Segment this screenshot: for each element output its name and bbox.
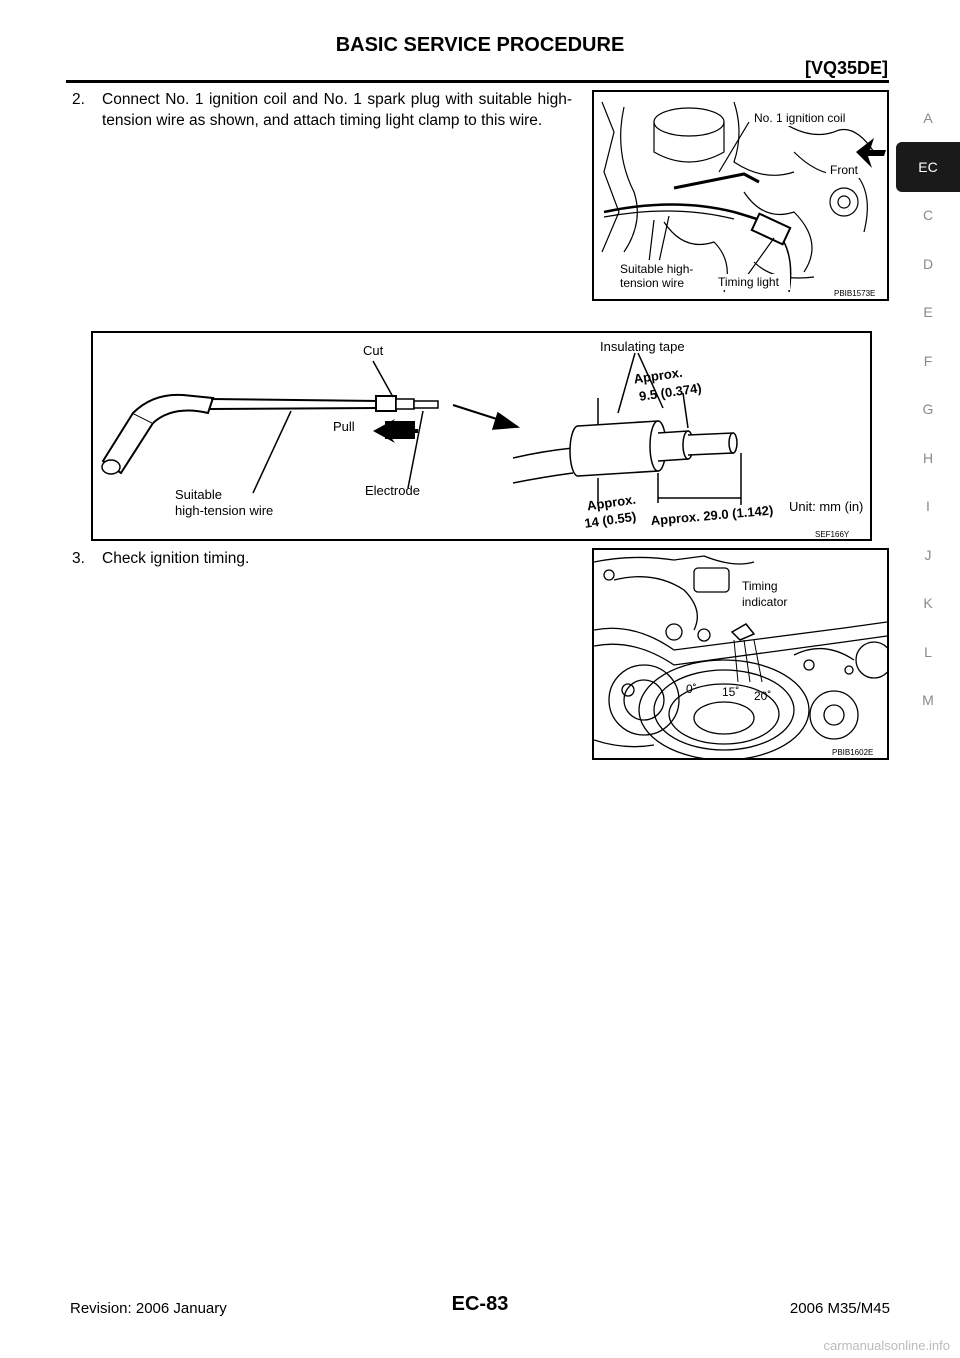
section-tab-ec[interactable]: EC (896, 142, 960, 192)
label-15-degrees: 15˚ (722, 685, 740, 699)
header-rule (66, 80, 889, 83)
step-2-text: Connect No. 1 ignition coil and No. 1 spark plug with suitable high-tension wire as shown, and attach timing light clamp to this wire. (102, 91, 572, 129)
watermark: carmanualsonline.info (823, 1338, 950, 1353)
section-tab-a[interactable]: A (923, 110, 933, 126)
label-high-tension: high-tension wire (175, 503, 274, 518)
label-timing-light: Timing light (718, 275, 779, 289)
wire-diagram-illustration (93, 333, 870, 539)
section-tab-d[interactable]: D (922, 255, 934, 272)
label-0-degrees: 0˚ (686, 682, 697, 696)
figure-timing-indicator (592, 548, 889, 760)
timing-indicator-illustration (594, 550, 887, 758)
section-tab-h[interactable]: H (922, 449, 934, 466)
revision-date: Revision: 2006 January (70, 1300, 227, 1317)
section-tab-k[interactable]: K (923, 595, 933, 611)
label-approx-95-b: 9.5 (0.374) (638, 380, 703, 404)
label-suitable: Suitable (175, 487, 222, 502)
step-3 (72, 548, 552, 569)
section-tab-f[interactable]: F (923, 352, 933, 369)
step-2 (72, 89, 572, 131)
section-tab-i[interactable]: I (926, 498, 930, 514)
label-electrode: Electrode (365, 483, 420, 498)
step-2-number: 2. (72, 91, 85, 108)
engine-code: [VQ35DE] (804, 58, 888, 78)
figure-wire-diagram (91, 331, 872, 541)
figure-id: SEF166Y (815, 530, 850, 539)
label-wire-1: Suitable high- (620, 262, 694, 276)
model-name: 2006 M35/M45 (789, 1300, 890, 1317)
label-20-degrees: 20˚ (754, 689, 772, 703)
label-ignition-coil: No. 1 ignition coil (754, 111, 846, 125)
label-unit: Unit: mm (in) (789, 499, 864, 514)
step-3-number: 3. (72, 550, 85, 567)
label-pull: Pull (333, 419, 355, 434)
label-cut: Cut (363, 343, 384, 358)
section-tab-g[interactable]: G (922, 401, 934, 417)
step-3-text: Check ignition timing. (102, 550, 250, 567)
section-index (896, 104, 960, 735)
label-front: Front (830, 163, 859, 177)
figure-id: PBIB1573E (834, 289, 876, 298)
section-tab-j[interactable]: J (924, 546, 932, 563)
figure-id: PBIB1602E (832, 748, 874, 757)
label-approx-14-b: 14 (0.55) (583, 508, 638, 531)
page-number: EC-83 (451, 1293, 509, 1315)
figure-ignition-coil (592, 90, 889, 301)
ignition-coil-illustration (594, 92, 887, 299)
label-wire-2: tension wire (620, 276, 685, 290)
label-approx-14-a: Approx. (586, 491, 637, 514)
label-timing: Timing (742, 579, 778, 593)
label-insulating-tape: Insulating tape (600, 339, 685, 354)
label-approx-29: Approx. 29.0 (1.142) (650, 502, 774, 529)
section-tab-l[interactable]: L (924, 643, 932, 660)
label-approx-95-a: Approx. (632, 364, 684, 387)
section-tab-m[interactable]: M (922, 692, 934, 708)
section-tab-c[interactable]: C (922, 207, 934, 223)
section-tab-e[interactable]: E (923, 304, 933, 320)
page-title: BASIC SERVICE PROCEDURE (335, 34, 625, 56)
label-indicator: indicator (742, 595, 788, 609)
